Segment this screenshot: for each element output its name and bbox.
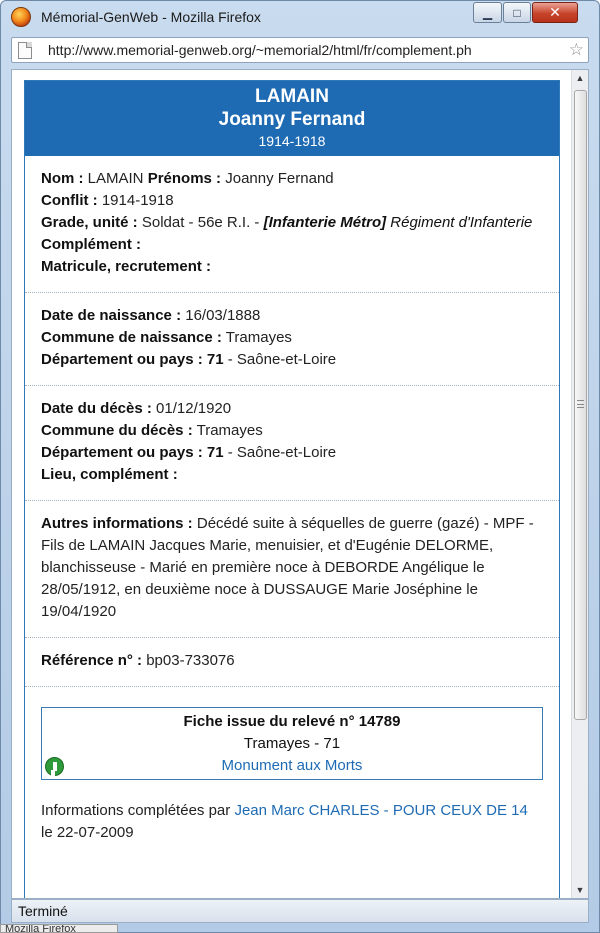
reference-value: bp03-733076 [146,652,235,669]
scroll-grip-icon [577,400,584,408]
status-text: Terminé [18,903,68,919]
monument-link[interactable]: Monument aux Morts [221,757,363,774]
monument-info-icon[interactable] [45,757,64,776]
grade-value: Soldat - 56e R.I. - [141,214,260,231]
url-text[interactable]: http://www.memorial-genweb.org/~memorial2/html/fr/complement.ph [48,42,472,58]
bookmark-star-icon[interactable]: ☆ [568,40,584,59]
conflit-label: Conflit : [41,192,98,209]
close-button[interactable]: ✕ [532,2,578,23]
firefox-logo-icon [11,7,31,27]
birth-dept-code: 71 [206,351,224,368]
nom-label: Nom : [41,170,84,187]
vertical-scrollbar[interactable] [571,70,588,898]
source-box [41,707,543,780]
other-info-label: Autres informations : [41,515,193,532]
death-dept-code: 71 [206,444,224,461]
scroll-thumb[interactable] [574,90,587,720]
source-place: Tramayes - 71 [243,735,341,752]
prenoms-value: Joanny Fernand [225,170,334,187]
grade-unit-name: Régiment d'Infanterie [390,214,533,231]
reference-section [25,638,559,687]
death-section [25,386,559,501]
scroll-up-icon[interactable]: ▲ [575,73,585,83]
minimize-button[interactable]: ▁ [473,2,502,23]
completion-prefix: Informations complétées par [41,802,231,819]
other-info-text: Décédé suite à séquelles de guerre (gazé) - MPF - Fils de LAMAIN Jacques Marie, menuisier, et d'Eugénie DELORME, blanchisseuse - Marié en première noce à DEBORDE Angélique le 28/05/1912, en deuxième noce à DUSSAUGE Marie Joséphine le 19/04/1920 [41,515,534,620]
birth-commune-value: Tramayes [225,329,292,346]
conflict-years: 1914-1918 [258,133,326,149]
page-icon [18,42,32,59]
title-bar [1,1,599,33]
prenoms-label: Prénoms : [147,170,222,187]
grade-label: Grade, unité : [41,214,138,231]
taskbar-tooltip: Mozilla Firefox [0,924,118,933]
death-dept-label: Département ou pays : [41,444,203,461]
nom-value: LAMAIN [87,170,144,187]
death-commune-label: Commune du décès : [41,422,193,439]
other-info-section [25,501,559,638]
birth-date-label: Date de naissance : [41,307,182,324]
birth-date-value: 16/03/1888 [185,307,261,324]
window-title: Mémorial-GenWeb - Mozilla Firefox [41,9,261,25]
address-bar[interactable] [11,37,589,63]
page-viewport [11,69,589,899]
completion-date: le 22-07-2009 [41,824,134,841]
status-bar [11,899,589,923]
birth-section [25,293,559,386]
source-title: Fiche issue du relevé n° 14789 [183,713,401,730]
birth-dept-name: - Saône-et-Loire [227,351,337,368]
matricule-label: Matricule, recrutement : [41,258,212,275]
death-date-value: 01/12/1920 [156,400,232,417]
death-dept-name: - Saône-et-Loire [227,444,337,461]
death-date-label: Date du décès : [41,400,152,417]
record-header [25,81,559,156]
reference-label: Référence n° : [41,652,143,669]
identity-section [25,156,559,293]
death-lieu-label: Lieu, complément : [41,466,178,483]
grade-unit-type: [Infanterie Métro] [263,214,387,231]
soldier-firstname: Joanny Fernand [218,109,366,130]
birth-commune-label: Commune de naissance : [41,329,222,346]
record-card [24,80,560,899]
completion-info [25,780,559,844]
conflit-value: 1914-1918 [101,192,174,209]
death-commune-value: Tramayes [196,422,263,439]
birth-dept-label: Département ou pays : [41,351,203,368]
author-link[interactable]: Jean Marc CHARLES - POUR CEUX DE 14 [234,802,528,819]
soldier-lastname: LAMAIN [255,86,329,107]
maximize-button[interactable]: □ [503,2,531,23]
scroll-down-icon[interactable]: ▼ [575,885,585,895]
complement-label: Complément : [41,236,142,253]
